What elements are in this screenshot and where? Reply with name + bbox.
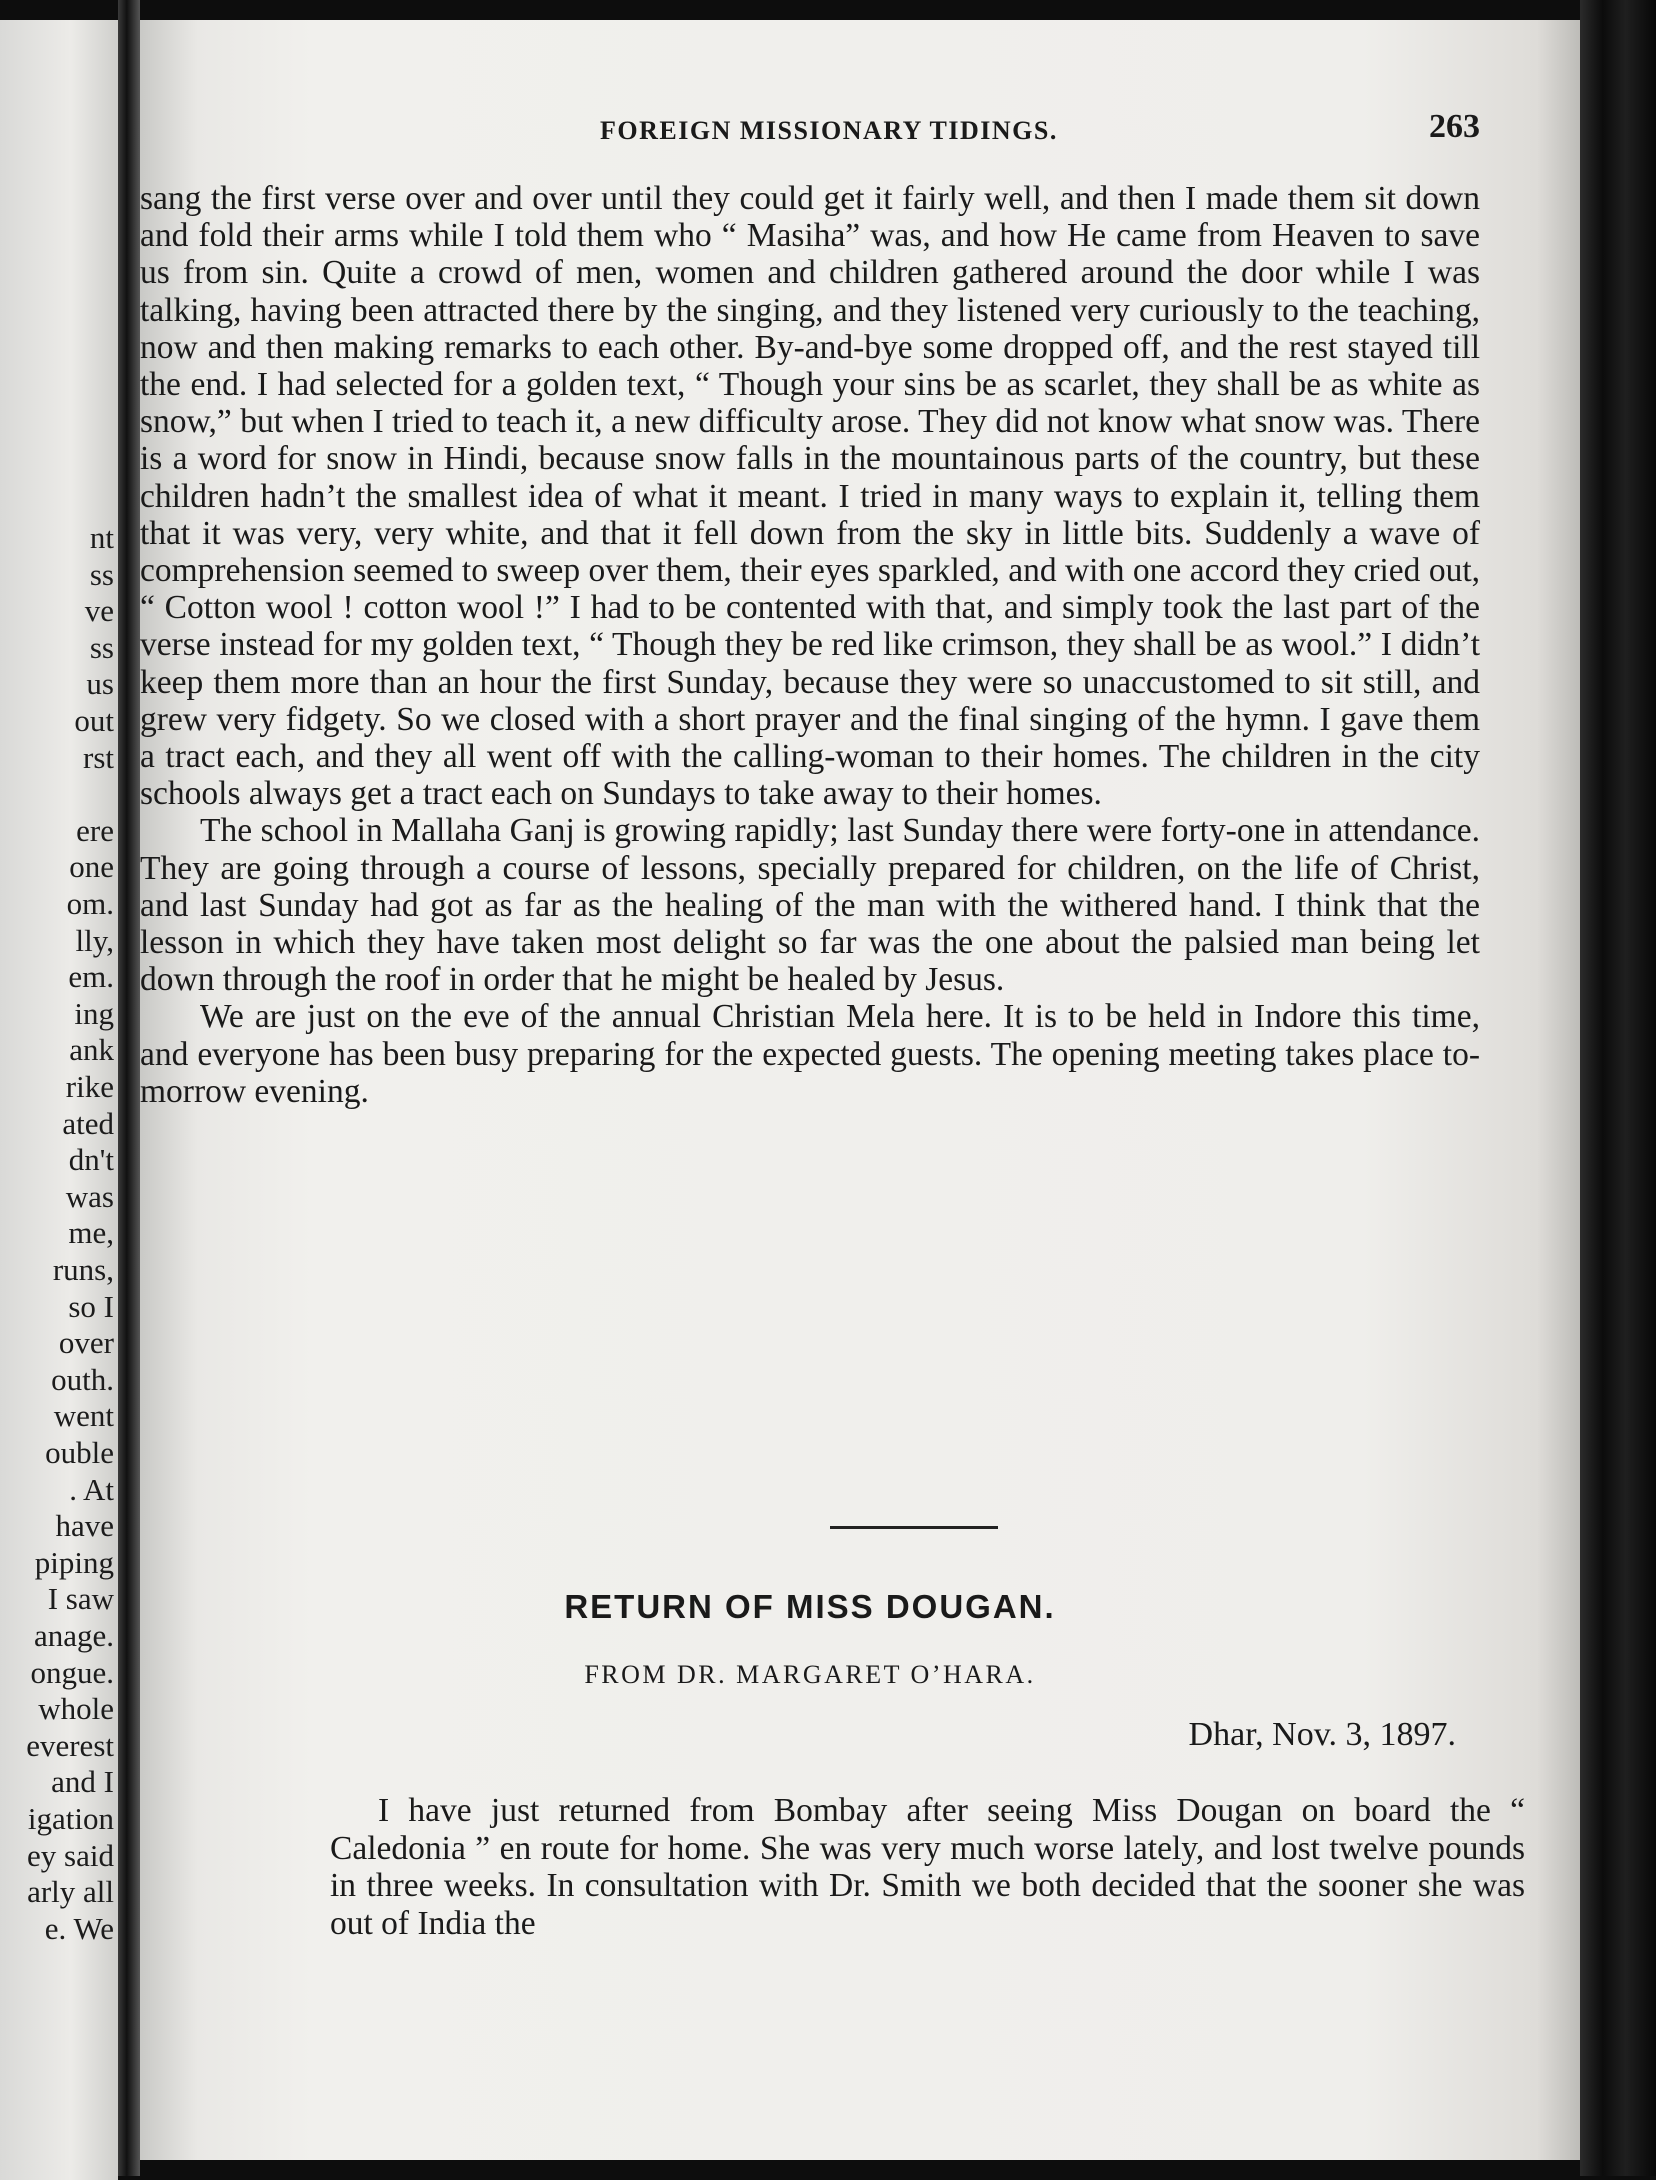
previous-page-line: ing: [74, 995, 114, 1031]
previous-page-line: over: [58, 1325, 114, 1361]
article-paragraph: sang the first verse over and over until they could get it fairly well, and then I made them sit down and fold their arms while I told them who “ Masiha” was, and how He came from Heaven to save us from sin. Quite a crowd of men, women and children gathered around the door while I was talking, having been attracted there by the singing, and they listened very curiously to the teaching, now and then making remarks to each other. By-and-bye some dropped off, and the rest stayed till the end. I had selected for a golden text, “ Though your sins be as scarlet, they shall be as white as snow,” but when I tried to teach it, a new difficulty arose. They did not know what snow was. There is a word for snow in Hindi, because snow falls in the mountainous parts of the country, but these children hadn’t the smallest idea of what it meant. I tried in many ways to explain it, telling them that it was very, very white, and that it fell down from the sky in little bits. Suddenly a wave of comprehension seemed to sweep over them, their eyes sparkled, and with one accord they cried out, “ Cotton wool ! cotton wool !” I had to be contented with that, and simply took the last part of the verse instead for my golden text, “ Though they be red like crimson, they shall be as wool.” I didn’t keep them more than an hour the first Sunday, because they were so unaccustomed to sit still, and grew very fidgety. So we closed with a short prayer and the final singing of the hymn. I gave them a tract each, and they all went off with the calling-woman to their homes. The children in the city schools always get a tract each on Sundays to take away to their homes.: [140, 180, 1480, 813]
previous-page-line: ss: [89, 629, 114, 665]
previous-page-line: em.: [68, 959, 114, 995]
previous-page-line: rike: [65, 1069, 114, 1104]
previous-page-line: us: [86, 666, 114, 702]
previous-page-line: so I: [68, 1288, 114, 1324]
previous-page-line: ss: [89, 556, 114, 592]
article-paragraph: We are just on the eve of the annual Christian Mela here. It is to be held in Indore this time, and everyone has been busy preparing for the expected guests. The opening meeting takes place to-morrow evening.: [140, 998, 1480, 1110]
previous-page-line: ve: [84, 593, 114, 629]
section-divider: [830, 1526, 998, 1529]
previous-page-line: me,: [68, 1215, 114, 1251]
previous-page-line: was: [65, 1178, 114, 1214]
section-title: RETURN OF MISS DOUGAN.: [564, 1588, 1056, 1625]
previous-page-line: igation: [27, 1801, 114, 1836]
previous-page-line: ouble: [45, 1435, 114, 1470]
previous-page-line: om.: [66, 886, 114, 921]
previous-page-line: out: [74, 703, 114, 738]
previous-page-line: e. We: [44, 1910, 114, 1946]
previous-page-line: I saw: [47, 1581, 114, 1617]
previous-page-line: dn't: [68, 1142, 114, 1178]
previous-page-line: piping: [34, 1544, 114, 1580]
previous-page-line: ated: [62, 1105, 114, 1141]
previous-page-line: rst: [83, 739, 114, 775]
letter-dateline: Dhar, Nov. 3, 1897.: [1188, 1716, 1456, 1753]
previous-page-line: lly,: [75, 922, 114, 958]
previous-page-line: ere: [76, 812, 114, 848]
previous-page-line: whole: [38, 1691, 114, 1727]
letter-body: [330, 1792, 1525, 1942]
section-byline: FROM DR. MARGARET O’HARA.: [584, 1660, 1036, 1689]
previous-page-line: have: [55, 1508, 114, 1544]
previous-page-line: ongue.: [30, 1654, 114, 1690]
article-body: [140, 180, 1480, 1110]
page-header: [140, 100, 1480, 150]
page-number: 263: [1429, 108, 1480, 145]
previous-page-line: ank: [69, 1032, 114, 1068]
letter-paragraph: I have just returned from Bombay after seeing Miss Dougan on board the “ Caledonia ” en route for home. She was very much worse lately, and lost twelve pounds in three weeks. In consultation with Dr. Smith we both decided that the sooner she was out of India the: [330, 1792, 1525, 1942]
previous-page-line: nt: [89, 520, 114, 555]
previous-page-line: outh.: [51, 1361, 114, 1397]
previous-page-fragment: [0, 20, 118, 2180]
previous-page-line: . At: [69, 1471, 114, 1507]
article-paragraph: The school in Mallaha Ganj is growing rapidly; last Sunday there were forty-one in attendance. They are going through a course of lessons, specially prepared for children, on the life of Christ, and last Sunday had got as far as the healing of the man with the withered hand. I think that the lesson in which they have taken most delight so far was the one about the palsied man being let down through the roof in order that he might be healed by Jesus.: [140, 812, 1480, 999]
previous-page-line: and I: [51, 1764, 114, 1800]
previous-page-line: runs,: [52, 1252, 114, 1287]
previous-page-line: went: [53, 1398, 114, 1434]
previous-page-line: anage.: [33, 1618, 114, 1653]
running-head: FOREIGN MISSIONARY TIDINGS.: [600, 116, 1058, 145]
previous-page-line: everest: [26, 1727, 114, 1763]
previous-page-line: one: [69, 849, 114, 885]
book-gutter: [118, 0, 140, 2176]
page-edge: [1580, 0, 1656, 2176]
previous-page-line: arly all: [27, 1874, 114, 1910]
previous-page-line: ey said: [27, 1837, 114, 1873]
